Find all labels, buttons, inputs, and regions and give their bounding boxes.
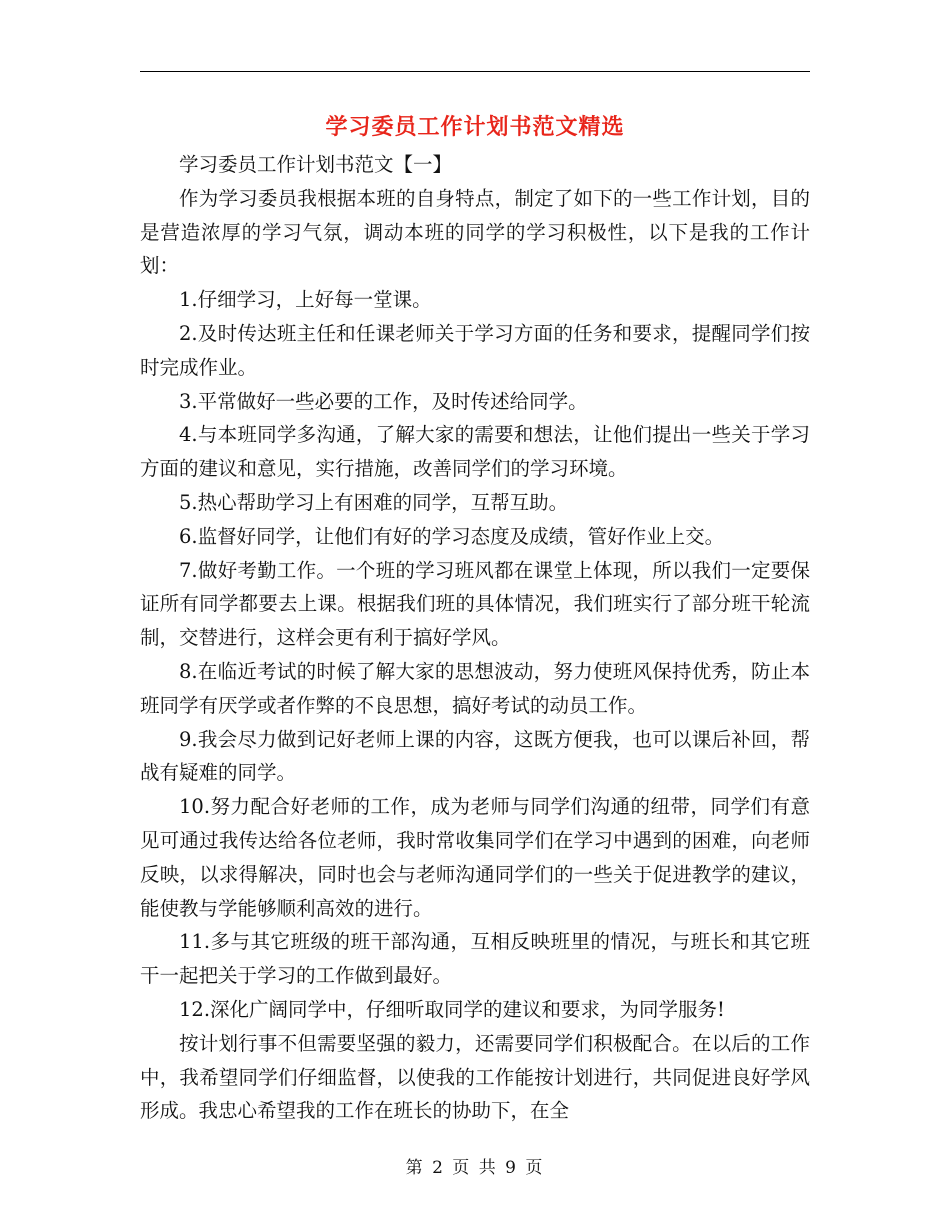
paragraph: 3.平常做好一些必要的工作，及时传述给同学。 <box>179 389 588 413</box>
paragraph: 12.深化广阔同学中，仔细听取同学的建议和要求，为同学服务! <box>179 997 725 1021</box>
paragraph: 11.多与其它班级的班干部沟通，互相反映班里的情况，与班长和其它班干一起把关于学习的工作做到最好。 <box>140 930 810 988</box>
paragraph: 7.做好考勤工作。一个班的学习班风都在课堂上体现，所以我们一定要保证所有同学都要去上课。根据我们班的具体情况，我们班实行了部分班干轮流制，交替进行，这样会更有利于搞好学风。 <box>140 558 810 650</box>
paragraph: 8.在临近考试的时候了解大家的思想波动，努力使班风保持优秀，防止本班同学有厌学或者作弊的不良思想，搞好考试的动员工作。 <box>140 659 810 717</box>
paragraph: 作为学习委员我根据本班的自身特点，制定了如下的一些工作计划，目的是营造浓厚的学习气氛，调动本班的同学的学习积极性，以下是我的工作计划： <box>140 186 810 278</box>
paragraph: 9.我会尽力做到记好老师上课的内容，这既方便我，也可以课后补回，帮战有疑难的同学。 <box>140 727 810 785</box>
paragraph: 1.仔细学习，上好每一堂课。 <box>179 288 432 312</box>
paragraph: 6.监督好同学，让他们有好的学习态度及成绩，管好作业上交。 <box>179 524 725 548</box>
document-body <box>140 148 810 1128</box>
paragraph: 10.努力配合好老师的工作，成为老师与同学们沟通的纽带，同学们有意见可通过我传达给各位老师，我时常收集同学们在学习中遇到的困难，向老师反映，以求得解决，同时也会与老师沟通同学们的一些关于促进教学的建议，能使教与学能够顺利高效的进行。 <box>140 795 810 920</box>
paragraph: 4.与本班同学多沟通，了解大家的需要和想法，让他们提出一些关于学习方面的建议和意见，实行措施，改善同学们的学习环境。 <box>140 423 810 481</box>
header-rule <box>140 71 810 72</box>
paragraph: 5.热心帮助学习上有困难的同学，互帮互助。 <box>179 490 569 514</box>
document-title: 学习委员工作计划书范文精选 <box>325 114 625 140</box>
paragraph: 按计划行事不但需要坚强的毅力，还需要同学们积极配合。在以后的工作中，我希望同学们仔细监督，以使我的工作能按计划进行，共同促进良好学风形成。我忠心希望我的工作在班长的协助下，在全 <box>140 1031 810 1123</box>
paragraph: 2.及时传达班主任和任课老师关于学习方面的任务和要求，提醒同学们按时完成作业。 <box>140 321 810 379</box>
page-footer: 第 2 页 共 9 页 <box>405 1158 545 1178</box>
paragraph: 学习委员工作计划书范文【一】 <box>179 153 453 176</box>
